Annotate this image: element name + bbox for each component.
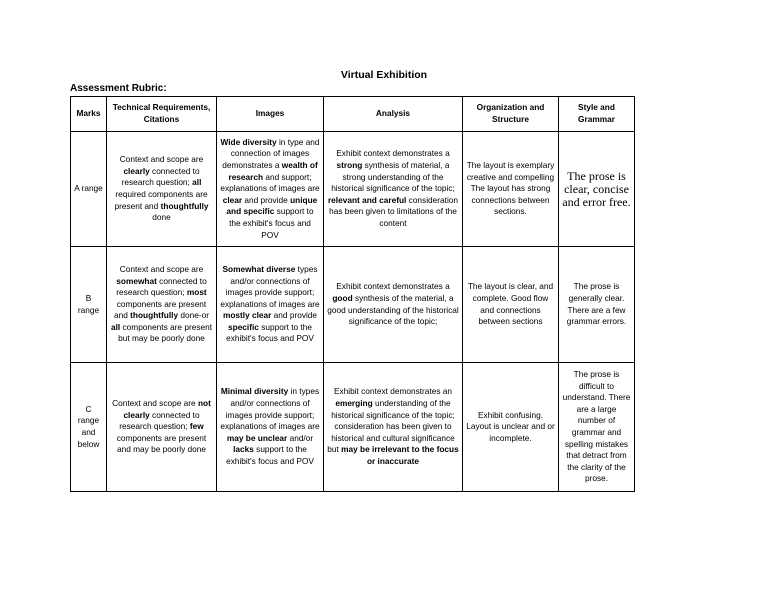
organization-cell-b: The layout is clear, and complete. Good flow and connections between sections (463, 247, 559, 363)
style-cell-c: The prose is difficult to understand. There are a large number of grammar and spelling mistakes that detract from the clarity of the prose. (559, 363, 635, 492)
images-cell-a: Wide diversity in type and connection of images demonstrates a wealth of research and support; explanations of images are clear and provide unique and specific support to the exhibit's focus and POV (217, 132, 324, 247)
document-title: Virtual Exhibition (340, 69, 428, 81)
header-marks: Marks (71, 97, 107, 132)
header-style: Style and Grammar (559, 97, 635, 132)
table-row-b-range (71, 247, 635, 363)
mark-cell-b: B range (71, 247, 107, 363)
table-row-a-range (71, 132, 635, 247)
images-cell-b: Somewhat diverse types and/or connections of images provide support; explanations of images are mostly clear and provide specific support to the exhibit's focus and POV (217, 247, 324, 363)
table-row-c-range (71, 363, 635, 492)
rubric-heading: Assessment Rubric: (70, 83, 167, 94)
header-row (71, 97, 635, 132)
assessment-rubric-table (70, 96, 635, 492)
technical-cell-c: Context and scope are not clearly connected to research question; few components are present and may be poorly done (107, 363, 217, 492)
organization-cell-c: Exhibit confusing. Layout is unclear and or incomplete. (463, 363, 559, 492)
technical-cell-b: Context and scope are somewhat connected to research question; most components are present and thoughtfully done-or all components are present but may be poorly done (107, 247, 217, 363)
analysis-cell-b: Exhibit context demonstrates a good synthesis of the material, a good understanding of the historical significance of the topic; (324, 247, 463, 363)
header-technical: Technical Requirements, Citations (107, 97, 217, 132)
analysis-cell-a: Exhibit context demonstrates a strong synthesis of material, a strong understanding of the historical significance of the topic; relevant and careful consideration has been given to limitations of the content (324, 132, 463, 247)
header-organization: Organization and Structure (463, 97, 559, 132)
technical-cell-a: Context and scope are clearly connected to research question; all required components are present and thoughtfully done (107, 132, 217, 247)
style-cell-a: The prose is clear, concise and error free. (559, 132, 635, 247)
mark-cell-a: A range (71, 132, 107, 247)
images-cell-c: Minimal diversity in types and/or connections of images provide support; explanations of images are may be unclear and/or lacks support to the exhibit's focus and POV (217, 363, 324, 492)
mark-cell-c: C range and below (71, 363, 107, 492)
analysis-cell-c: Exhibit context demonstrates an emerging understanding of the historical significance of the topic; consideration has been given to historical and cultural significance but may be irrelevant to the focus or inaccurate (324, 363, 463, 492)
header-analysis: Analysis (324, 97, 463, 132)
header-images: Images (217, 97, 324, 132)
organization-cell-a: The layout is exemplary creative and compelling The layout has strong connections between sections. (463, 132, 559, 247)
style-cell-b: The prose is generally clear. There are a few grammar errors. (559, 247, 635, 363)
